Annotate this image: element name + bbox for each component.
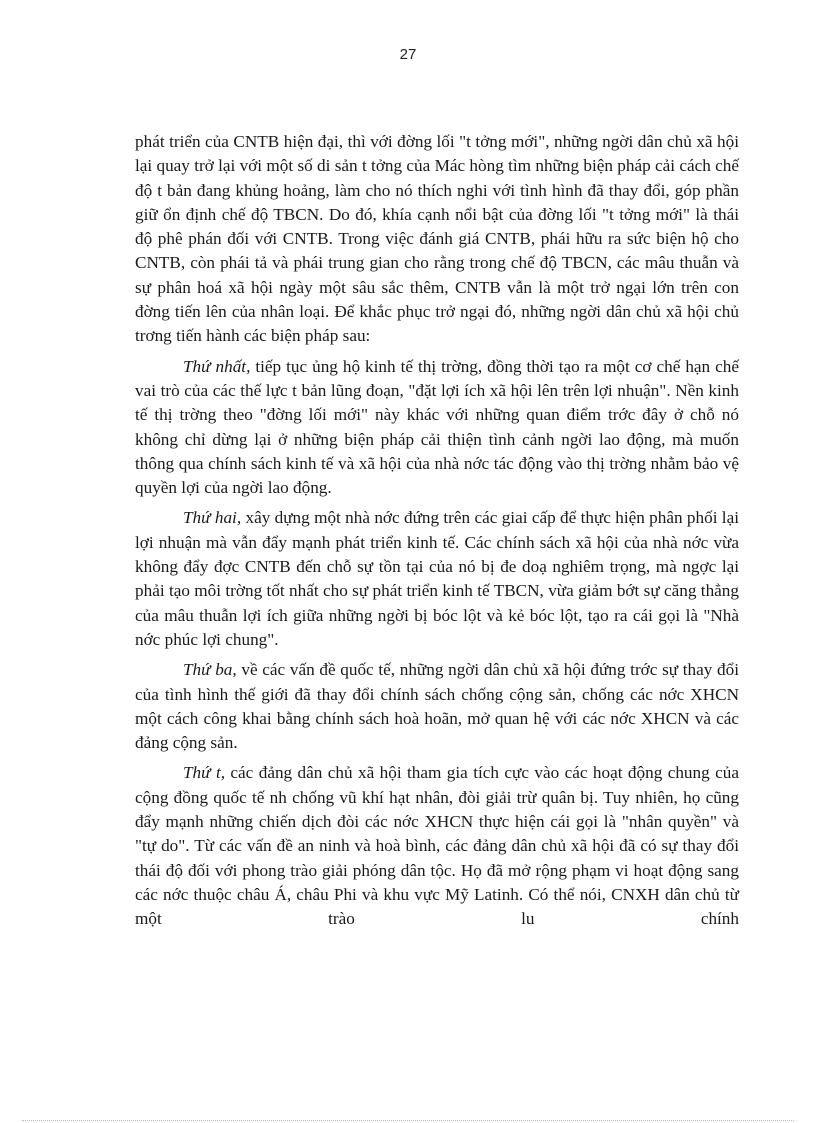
document-body — [135, 130, 739, 938]
paragraph-intro — [135, 130, 739, 349]
paragraph-text: phát triển của CNTB hiện đại, thì với đờng lối "t tởng mới", những ngời dân chủ xã hội lại quay trở lại với một số di sản t tởng của Mác hòng tìm những biện pháp cải cách chế độ t bản đang khủng hoảng, làm cho nó thích nghi với tình hình đã thay đổi, góp phần giữ ổn định chế độ TBCN. Do đó, khía cạnh nổi bật của đờng lối "t tởng mới" là thái độ phê phán đối với CNTB. Trong việc đánh giá CNTB, phái hữu ra sức biện hộ cho CNTB, còn phái tả và phái trung gian cho rằng trong chế độ TBCN, các mâu thuẫn và sự phân hoá xã hội ngày một sâu sắc thêm, CNTB vẫn là một trở ngại lớn trên con đờng tiến lên của nhân loại. Để khắc phục trở ngại đó, những ngời dân chủ xã hội chủ trơng tiến hành các biện pháp sau: — [135, 132, 739, 346]
paragraph-text: về các vấn đề quốc tế, những ngời dân chủ xã hội đứng trớc sự thay đổi của tình hình thế giới đã thay đổi chính sách chống cộng sản, chống các nớc XHCN một cách công khai bằng chính sách hoà hoãn, mở quan hệ với các nớc XHCN và các đảng cộng sản. — [135, 660, 739, 753]
paragraph-lead: Thứ nhất, — [183, 356, 251, 376]
paragraph-thu-ba — [135, 658, 739, 755]
paragraph-lead: Thứ hai, — [183, 508, 242, 528]
paragraph-text: xây dựng một nhà nớc đứng trên các giai cấp để thực hiện phân phối lại lợi nhuận mà vẫn đẩy mạnh phát triển kinh tế. Các chính sách xã hội của nhà nớc vừa không đẩy đợc CNTB đến chỗ sự tồn tại của nó bị đe doạ nghiêm trọng, mà ngợc lại phải tạo môi trờng tốt nhất cho sự phát triển kinh tế TBCN, vừa giảm bớt sự căng thẳng của mâu thuẫn lợi ích giữa những ngời bị bóc lột và kẻ bóc lột, tạo ra cái gọi là "Nhà nớc phúc lợi chung". — [135, 508, 739, 649]
page-number: 27 — [399, 46, 417, 63]
paragraph-text: tiếp tục ủng hộ kinh tế thị trờng, đồng thời tạo ra một cơ chế hạn chế vai trò của các thế lực t bản lũng đoạn, "đặt lợi ích xã hội lên trên lợi nhuận". Nền kinh tế thị trờng theo "đờng lối mới" này khác với những quan điểm trớc đây ở chỗ nó không chỉ dừng lại ở những biện pháp cải thiện tình cảnh ngời lao động, mà muốn thông qua chính sách kinh tế và xã hội của nhà nớc tác động vào thị trờng nhằm bảo vệ quyền lợi của ngời lao động. — [135, 356, 739, 498]
paragraph-thu-nhat — [135, 355, 739, 501]
paragraph-lead: Thứ ba, — [183, 660, 237, 680]
paragraph-lead: Thứ t, — [183, 763, 226, 783]
paragraph-thu-tu — [135, 761, 739, 931]
footer-divider — [22, 1120, 794, 1121]
paragraph-thu-hai — [135, 506, 739, 652]
paragraph-text: các đảng dân chủ xã hội tham gia tích cực vào các hoạt động chung của cộng đồng quốc tế nh chống vũ khí hạt nhân, đòi giải trừ quân bị. Tuy nhiên, họ cũng đẩy mạnh những chiến dịch đòi các nớc XHCN thực hiện cái gọi là "nhân quyền" và "tự do". Từ các vấn đề an ninh và hoà bình, các đảng dân chủ xã hội đã có sự thay đổi thái độ đối với phong trào giải phóng dân tộc. Họ đã mở rộng phạm vi hoạt động sang các nớc thuộc châu Á, châu Phi và khu vực Mỹ Latinh. Có thể nói, CNXH dân chủ từ một trào lu chính — [135, 763, 739, 929]
